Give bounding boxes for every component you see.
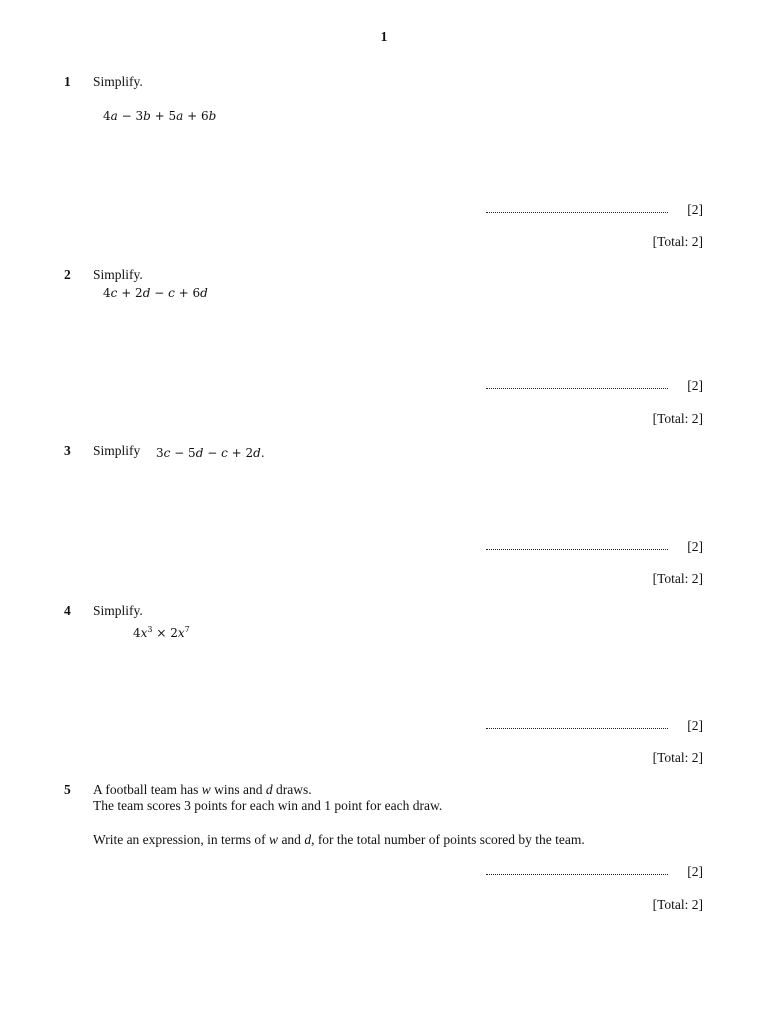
answer-line[interactable] <box>486 548 668 550</box>
page-number: 1 <box>380 29 388 44</box>
question-number: 2 <box>64 267 71 282</box>
total-marks: [Total: 2] <box>652 750 703 765</box>
question-prompt: Simplify. <box>93 267 143 282</box>
question-number: 1 <box>64 74 71 89</box>
marks-label: [2] <box>687 864 703 879</box>
total-marks: [Total: 2] <box>652 234 703 249</box>
question-number: 5 <box>64 782 71 797</box>
answer-line[interactable] <box>486 727 668 729</box>
expression: $4x^3 \times 2x^7$ <box>133 625 190 640</box>
question-prompt: Simplify. <box>93 74 143 89</box>
total-marks: [Total: 2] <box>652 411 703 426</box>
question-number: 3 <box>64 443 71 458</box>
answer-line[interactable] <box>486 211 668 213</box>
question-line-1: A football team has w wins and d draws. <box>93 782 312 797</box>
answer-line[interactable] <box>486 873 668 875</box>
marks-label: [2] <box>687 378 703 393</box>
question-number: 4 <box>64 603 71 618</box>
question-line-2: The team scores 3 points for each win and 1 point for each draw. <box>93 798 443 813</box>
question-prompt: Simplify <box>93 443 141 458</box>
expression: 3c − 5d − c + 2d. <box>156 446 265 460</box>
answer-line[interactable] <box>486 387 668 389</box>
expression: 4a − 3b + 5a + 6b <box>103 109 217 123</box>
question-line-3: Write an expression, in terms of w and d, for the total number of points scored by the team. <box>93 832 585 847</box>
marks-label: [2] <box>687 539 703 554</box>
total-marks: [Total: 2] <box>652 897 703 912</box>
expression: 4c + 2d − c + 6d <box>103 286 208 300</box>
marks-label: [2] <box>687 202 703 217</box>
total-marks: [Total: 2] <box>652 571 703 586</box>
question-prompt: Simplify. <box>93 603 143 618</box>
marks-label: [2] <box>687 718 703 733</box>
